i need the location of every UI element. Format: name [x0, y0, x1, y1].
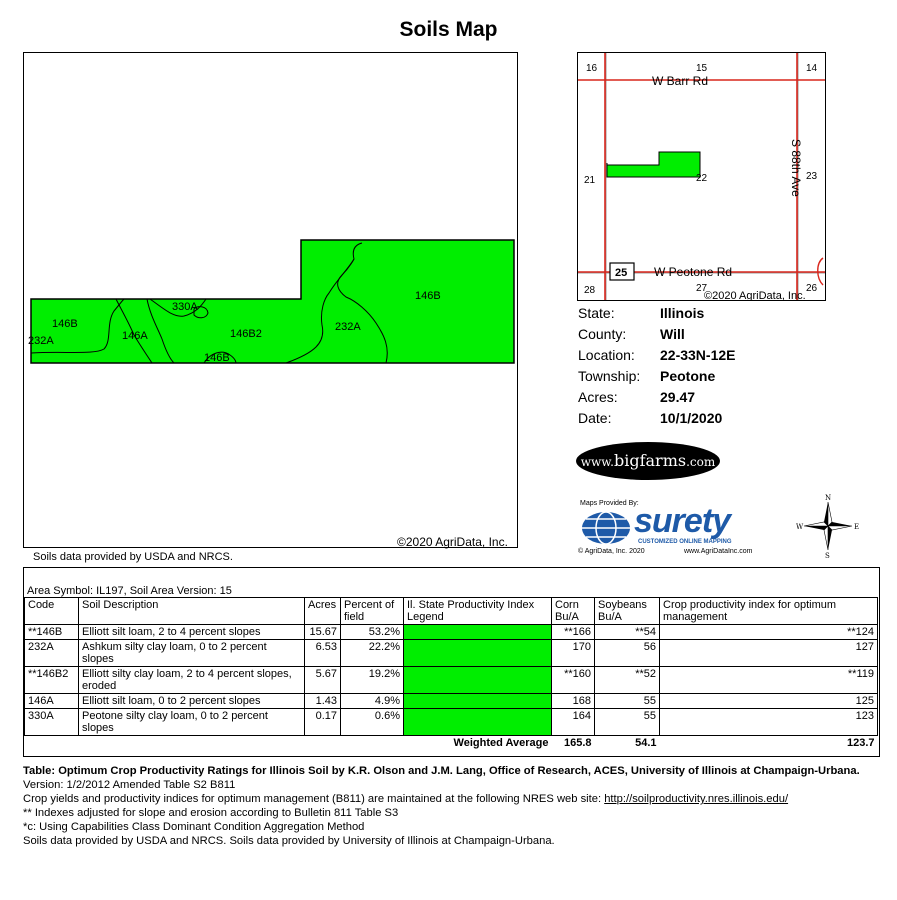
- compass-rose: [796, 494, 860, 558]
- township-value: Peotone: [660, 368, 716, 384]
- cell-legend: [404, 640, 552, 667]
- cell-description: Elliott silt loam, 2 to 4 percent slopes: [79, 625, 305, 640]
- location-value: 22-33N-12E: [660, 347, 736, 363]
- acres-label: Acres:: [578, 389, 618, 405]
- table-row: [25, 709, 878, 736]
- section-number: 27: [696, 283, 708, 294]
- cell-code: 232A: [25, 640, 79, 667]
- weighted-average-label: Weighted Average: [453, 737, 549, 749]
- location-map-copyright: ©2020 AgriData, Inc.: [704, 290, 806, 302]
- soil-label: 232A: [335, 321, 361, 333]
- nres-link[interactable]: http://soilproductivity.nres.illinois.edu/: [604, 793, 789, 805]
- soil-table-panel: [23, 567, 880, 757]
- cell-acres: 1.43: [305, 694, 341, 709]
- section-number: 15: [696, 63, 708, 74]
- page-title: Soils Map: [399, 18, 498, 41]
- cell-legend: [404, 667, 552, 694]
- cell-acres: 0.17: [305, 709, 341, 736]
- section-number: 23: [806, 171, 818, 182]
- surety-logo[interactable]: [578, 500, 778, 560]
- soil-label: 146B2: [230, 328, 262, 340]
- cell-percent: 22.2%: [341, 640, 404, 667]
- road-label: W Barr Rd: [652, 74, 709, 88]
- slope-note: ** Indexes adjusted for slope and erosion according to Bulletin 811 Table S3: [23, 807, 399, 819]
- soil-label: 146B: [52, 318, 78, 330]
- state-value: Illinois: [660, 305, 705, 321]
- table-row: [25, 640, 878, 667]
- soil-label: 146B: [415, 290, 441, 302]
- col-acres: Acres: [305, 598, 341, 625]
- bigfarms-pre: www.: [580, 455, 614, 469]
- table-row: [25, 694, 878, 709]
- nres-note: Crop yields and productivity indices for optimum management (B811) are maintained at the following NRES web site:: [23, 793, 605, 805]
- surety-wordmark: surety: [634, 502, 731, 540]
- source-note: Soils data provided by USDA and NRCS. Soils data provided by University of Illinois at Champaign-Urbana.: [23, 835, 555, 847]
- weighted-corn: 165.8: [563, 737, 592, 749]
- soil-label: 232A: [28, 335, 54, 347]
- location-map-canvas: [578, 53, 826, 301]
- cell-acres: 6.53: [305, 640, 341, 667]
- acres-value: 29.47: [660, 389, 696, 405]
- table-row: [25, 667, 878, 694]
- township-label: Township:: [578, 368, 641, 384]
- cell-code: **146B2: [25, 667, 79, 694]
- cell-percent: 0.6%: [341, 709, 404, 736]
- weighted-soybeans: 54.1: [635, 737, 657, 749]
- col-percent: Percent of field: [341, 598, 404, 625]
- cell-soybeans: **52: [595, 667, 660, 694]
- table-citation-version: Version: 1/2/2012 Amended Table S2 B811: [23, 779, 236, 791]
- table-citation-title: Table: Optimum Crop Productivity Ratings for Illinois Soil by K.R. Olson and J.M. Lang, Office of Research, ACES, University of Illinois at Champaign-Urbana.: [23, 765, 860, 777]
- surety-tagline: CUSTOMIZED ONLINE MAPPING: [638, 539, 732, 545]
- cell-corn: 168: [552, 694, 595, 709]
- footnotes: [23, 764, 883, 848]
- county-value: Will: [660, 326, 685, 342]
- cell-soybeans: 55: [595, 694, 660, 709]
- bigfarms-logo[interactable]: [576, 442, 720, 480]
- soil-label: 330A: [172, 301, 198, 313]
- field-polygon: [31, 240, 514, 363]
- cell-code: 330A: [25, 709, 79, 736]
- cell-soybeans: 55: [595, 709, 660, 736]
- section-number: 22: [696, 173, 708, 184]
- aggregation-note: *c: Using Capabilities Class Dominant Condition Aggregation Method: [23, 821, 365, 833]
- cell-description: Ashkum silty clay loam, 0 to 2 percent slopes: [79, 640, 305, 667]
- section-number: 28: [584, 285, 596, 296]
- col-description: Soil Description: [79, 598, 305, 625]
- cell-percent: 4.9%: [341, 694, 404, 709]
- cell-code: **146B: [25, 625, 79, 640]
- location-label: Location:: [578, 347, 635, 363]
- cell-corn: **166: [552, 625, 595, 640]
- cell-legend: [404, 625, 552, 640]
- cell-cpi: 123: [660, 709, 878, 736]
- cell-corn: **160: [552, 667, 595, 694]
- cell-description: Peotone silty clay loam, 0 to 2 percent slopes: [79, 709, 305, 736]
- cell-description: Elliott silty clay loam, 2 to 4 percent slopes, eroded: [79, 667, 305, 694]
- weighted-average-row: [25, 736, 878, 751]
- cell-corn: 164: [552, 709, 595, 736]
- cell-soybeans: 56: [595, 640, 660, 667]
- cell-acres: 5.67: [305, 667, 341, 694]
- section-number: 26: [806, 283, 818, 294]
- location-map[interactable]: [577, 52, 826, 301]
- cell-description: Elliott silt loam, 0 to 2 percent slopes: [79, 694, 305, 709]
- cell-legend: [404, 694, 552, 709]
- compass-e: E: [854, 523, 860, 531]
- date-label: Date:: [578, 410, 612, 426]
- cell-acres: 15.67: [305, 625, 341, 640]
- route-badge: 25: [615, 267, 628, 279]
- section-number: 16: [586, 63, 598, 74]
- col-legend: Il. State Productivity Index Legend: [404, 598, 552, 625]
- compass-s: S: [825, 552, 830, 558]
- table-row: [25, 625, 878, 640]
- compass-n: N: [825, 494, 832, 502]
- cell-cpi: **119: [660, 667, 878, 694]
- soil-table: [24, 597, 878, 750]
- soil-label: 146B: [204, 352, 230, 364]
- county-label: County:: [578, 326, 627, 342]
- soils-map[interactable]: [23, 52, 518, 548]
- road-label: S 88th Ave: [789, 139, 803, 197]
- compass-w: W: [796, 523, 804, 531]
- surety-url: www.AgriDataInc.com: [684, 548, 753, 555]
- maps-provided-by: Maps Provided By:: [580, 500, 639, 507]
- cell-percent: 53.2%: [341, 625, 404, 640]
- bigfarms-post: .com: [686, 455, 716, 469]
- soils-map-canvas: [24, 53, 519, 549]
- property-info: [578, 303, 878, 429]
- section-number: 21: [584, 175, 596, 186]
- globe-icon: [580, 510, 632, 546]
- cell-cpi: 125: [660, 694, 878, 709]
- table-header: [25, 598, 878, 625]
- map-copyright: ©2020 AgriData, Inc.: [397, 535, 508, 549]
- cell-code: 146A: [25, 694, 79, 709]
- compass-icon: [796, 494, 860, 558]
- cell-soybeans: **54: [595, 625, 660, 640]
- col-corn: Corn Bu/A: [552, 598, 595, 625]
- cell-cpi: **124: [660, 625, 878, 640]
- cell-cpi: 127: [660, 640, 878, 667]
- soil-label: 146A: [122, 330, 148, 342]
- state-label: State:: [578, 305, 615, 321]
- col-code: Code: [25, 598, 79, 625]
- bigfarms-brand: bigfarms: [613, 451, 687, 470]
- cell-corn: 170: [552, 640, 595, 667]
- surety-copyright: © AgriData, Inc. 2020: [578, 548, 645, 555]
- cell-legend: [404, 709, 552, 736]
- col-soybeans: Soybeans Bu/A: [595, 598, 660, 625]
- area-symbol: Area Symbol: IL197, Soil Area Version: 15: [27, 585, 232, 597]
- section-number: 14: [806, 63, 818, 74]
- road-label: W Peotone Rd: [654, 265, 733, 279]
- data-source-note: Soils data provided by USDA and NRCS.: [33, 551, 233, 563]
- col-cpi: Crop productivity index for optimum management: [660, 598, 878, 625]
- cell-percent: 19.2%: [341, 667, 404, 694]
- date-value: 10/1/2020: [660, 410, 723, 426]
- weighted-cpi: 123.7: [846, 737, 875, 749]
